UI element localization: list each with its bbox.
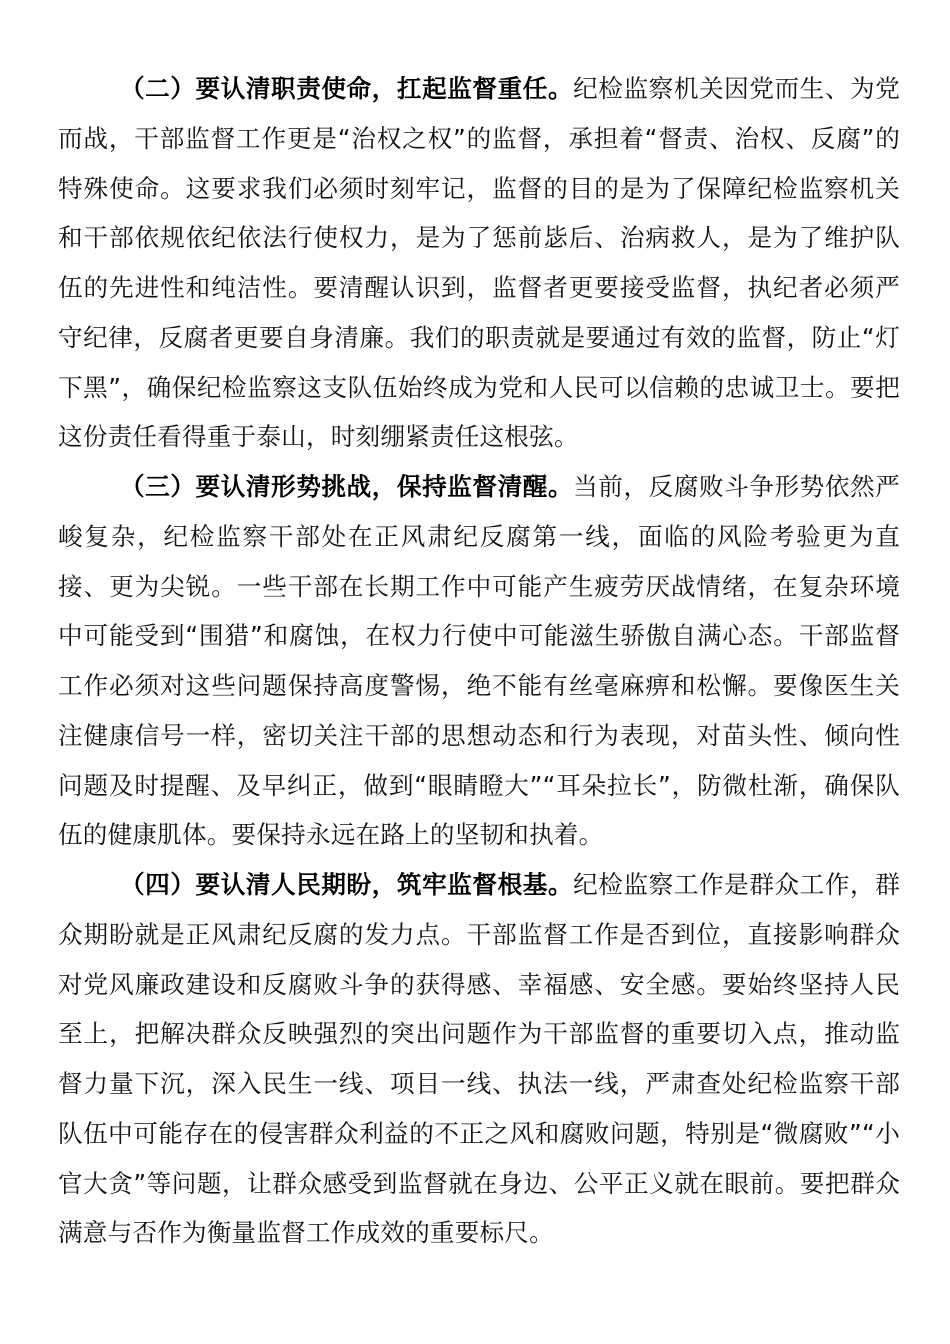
paragraph-heading: （四）要认清人民期盼，筑牢监督根基。 xyxy=(120,870,574,899)
paragraph-situation-challenges xyxy=(58,462,900,860)
document-page xyxy=(58,64,900,1258)
paragraph-body: 纪检监察工作是群众工作，群众期盼就是正风肃纪反腐的发力点。干部监督工作是否到位，直接影响群众对党风廉政建设和反腐败斗争的获得感、幸福感、安全感。要始终坚持人民至上，把解决群众反映强烈的突出问题作为干部监督的重要切入点，推动监督力量下沉，深入民生一线、项目一线、执法一线，严肃查处纪检监察干部队伍中可能存在的侵害群众利益的不正之风和腐败问题，特别是“微腐败”“小官大贪”等问题，让群众感受到监督就在身边、公平正义就在眼前。要把群众满意与否作为衡量监督工作成效的重要标尺。 xyxy=(58,870,900,1248)
paragraph-people-expectations xyxy=(58,860,900,1258)
paragraph-body: 纪检监察机关因党而生、为党而战，干部监督工作更是“治权之权”的监督，承担着“督责、治权、反腐”的特殊使命。这要求我们必须时刻牢记，监督的目的是为了保障纪检监察机关和干部依规依纪依法行使权力，是为了惩前毖后、治病救人，是为了维护队伍的先进性和纯洁性。要清醒认识到，监督者更要接受监督，执纪者必须严守纪律，反腐者更要自身清廉。我们的职责就是要通过有效的监督，防止“灯下黑”，确保纪检监察这支队伍始终成为党和人民可以信赖的忠诚卫士。要把这份责任看得重于泰山，时刻绷紧责任这根弦。 xyxy=(58,74,900,452)
paragraph-heading: （三）要认清形势挑战，保持监督清醒。 xyxy=(120,472,574,501)
paragraph-body: 当前，反腐败斗争形势依然严峻复杂，纪检监察干部处在正风肃纪反腐第一线，面临的风险考验更为直接、更为尖锐。一些干部在长期工作中可能产生疲劳厌战情绪，在复杂环境中可能受到“围猎”和腐蚀，在权力行使中可能滋生骄傲自满心态。干部监督工作必须对这些问题保持高度警惕，绝不能有丝毫麻痹和松懈。要像医生关注健康信号一样，密切关注干部的思想动态和行为表现，对苗头性、倾向性问题及时提醒、及早纠正，做到“眼睛瞪大”“耳朵拉长”，防微杜渐，确保队伍的健康肌体。要保持永远在路上的坚韧和执着。 xyxy=(58,472,900,850)
paragraph-heading: （二）要认清职责使命，扛起监督重任。 xyxy=(120,74,574,103)
paragraph-duty-mission xyxy=(58,64,900,462)
